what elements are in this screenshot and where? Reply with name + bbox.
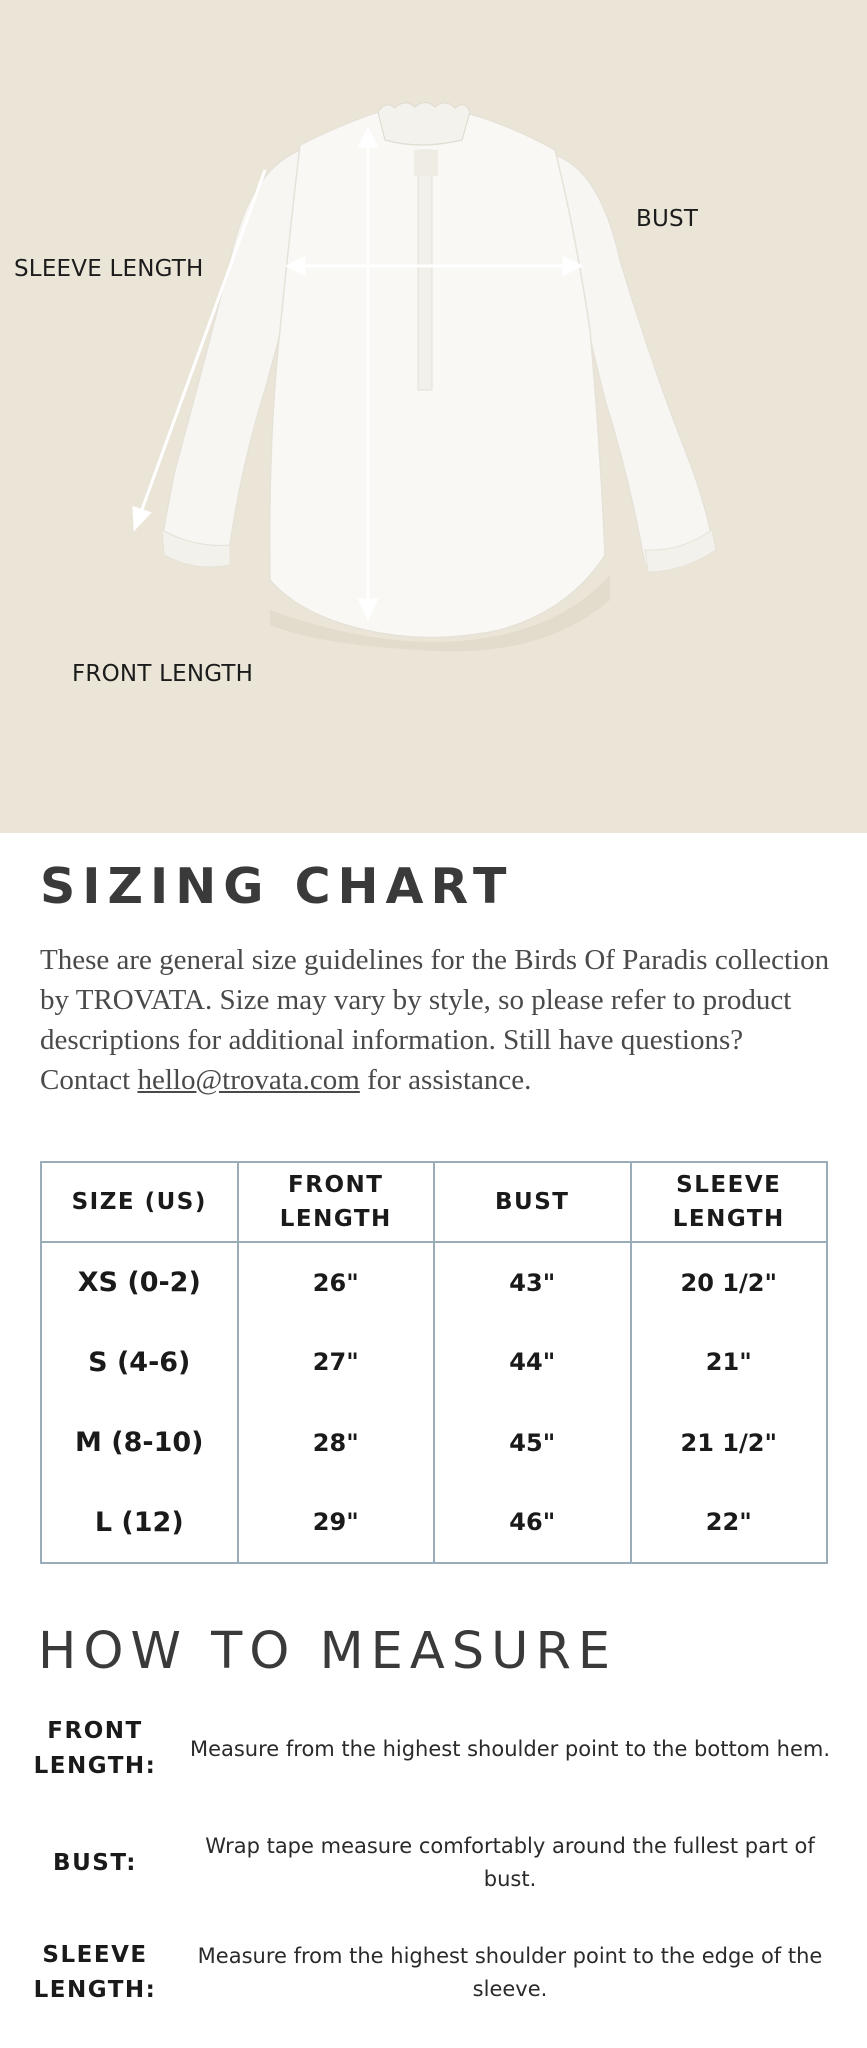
measure-item-sleeve-length (20, 1936, 840, 2010)
bust-cell: 45" (434, 1403, 631, 1483)
header-size: SIZE (US) (41, 1162, 238, 1242)
bust-label: BUST (636, 206, 699, 232)
measure-description: Measure from the highest shoulder point to the edge of the sleeve. (197, 1944, 823, 2001)
sleeve-length-label: SLEEVE LENGTH (14, 256, 204, 282)
measure-term: FRONT LENGTH: (33, 1718, 157, 1779)
table-header-row (41, 1162, 827, 1242)
blouse-illustration (0, 0, 867, 833)
front-length-label: FRONT LENGTH (72, 661, 254, 687)
bust-cell: 43" (434, 1242, 631, 1322)
blouse-body (270, 110, 605, 638)
how-to-measure-title: HOW TO MEASURE (38, 1622, 618, 1681)
size-cell: L (12) (41, 1483, 238, 1563)
front-length-cell: 29" (238, 1483, 435, 1563)
bust-cell: 44" (434, 1322, 631, 1402)
size-cell: XS (0-2) (41, 1242, 238, 1322)
front-length-cell: 28" (238, 1403, 435, 1483)
sleeve-length-cell: 21" (631, 1322, 828, 1402)
sleeve-length-cell: 22" (631, 1483, 828, 1563)
sleeve-length-cell: 21 1/2" (631, 1403, 828, 1483)
measure-item-bust (20, 1826, 840, 1900)
measure-description: Wrap tape measure comfortably around the fullest part of bust. (205, 1834, 815, 1891)
front-length-cell: 26" (238, 1242, 435, 1322)
size-table (40, 1161, 828, 1564)
header-sleeve-length: SLEEVE LENGTH (631, 1162, 828, 1242)
sizing-chart-title: SIZING CHART (40, 858, 514, 915)
measure-description: Measure from the highest shoulder point to the bottom hem. (189, 1736, 831, 1761)
intro-suffix: for assistance. (359, 1064, 532, 1096)
intro-text: These are general size guidelines for the Birds Of Paradis collection by TROVATA. Size may vary by style, so please refer to product descriptions for additional information. Still have questions? Contact (40, 944, 830, 1096)
table-row (41, 1403, 827, 1483)
header-front-length: FRONT LENGTH (238, 1162, 435, 1242)
measure-term: SLEEVE LENGTH: (33, 1942, 157, 2003)
header-bust: BUST (434, 1162, 631, 1242)
measure-term: BUST: (53, 1849, 137, 1876)
contact-email-link[interactable]: hello@trovata.com (137, 1064, 360, 1096)
ruffle-collar (378, 103, 470, 146)
table-row (41, 1483, 827, 1563)
size-cell: M (8-10) (41, 1403, 238, 1483)
table-row (41, 1242, 827, 1322)
sizing-intro-text (40, 940, 840, 1100)
measure-item-front-length (20, 1712, 840, 1786)
product-measurement-image (0, 0, 867, 833)
sleeve-length-cell: 20 1/2" (631, 1242, 828, 1322)
front-length-cell: 27" (238, 1322, 435, 1402)
table-row (41, 1322, 827, 1402)
size-cell: S (4-6) (41, 1322, 238, 1402)
bust-cell: 46" (434, 1483, 631, 1563)
